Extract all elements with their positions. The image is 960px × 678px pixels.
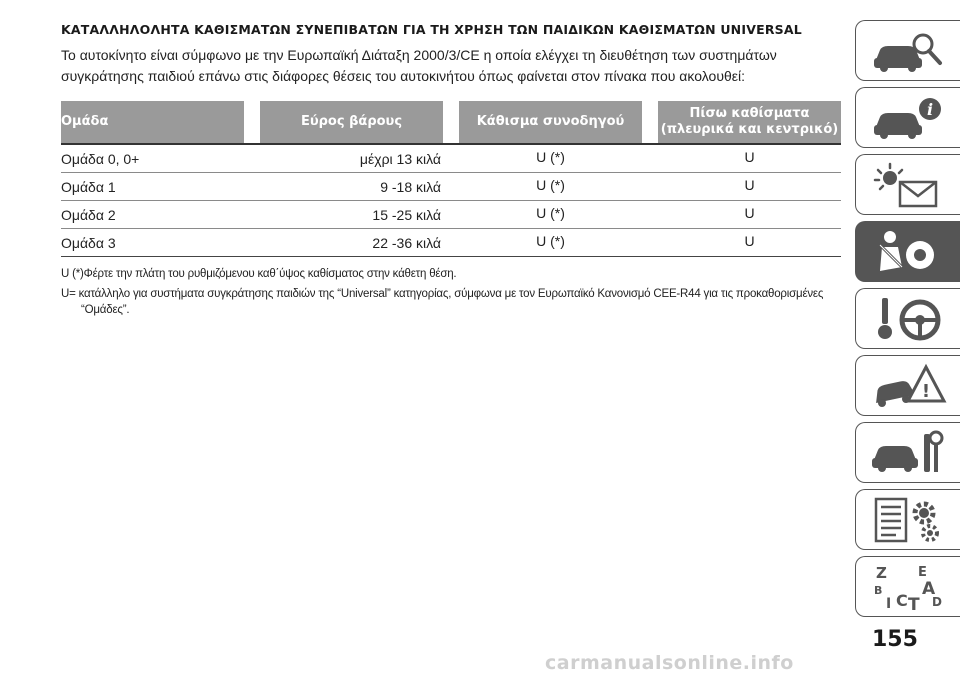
tab-car-info[interactable] <box>855 87 960 148</box>
table-row <box>61 173 841 201</box>
car-tools-icon <box>868 428 948 478</box>
seatbelt-airbag-icon <box>868 227 948 277</box>
cell-rear: U <box>744 233 755 249</box>
table-row <box>61 201 841 229</box>
cell-weight: μέχρι 13 κιλά <box>359 151 441 167</box>
cell-weight: 22 -36 κιλά <box>372 235 441 251</box>
tab-safety[interactable] <box>855 221 960 282</box>
index-letter-c: C <box>896 590 908 610</box>
tab-index[interactable] <box>855 556 960 617</box>
cell-group: Ομάδα 2 <box>61 207 116 223</box>
note-universal-definition: U= κατάλληλο για συστήματα συγκράτησης παιδιών της “Universal” κατηγορίας, σύμφωνα με τον Ευρωπαϊκό Κανονισμό CEE-R44 για τις προκαθορισμένες <box>61 288 824 300</box>
tab-emergency[interactable] <box>855 355 960 416</box>
car-search-icon <box>868 26 948 76</box>
header-weight-range: Εύρος βάρους <box>260 101 443 143</box>
index-letter-a: A <box>922 578 936 599</box>
tab-car-search[interactable] <box>855 20 960 81</box>
note-universal-definition-cont: “Ομάδες”. <box>81 304 130 316</box>
car-accident-warning-icon <box>868 361 948 411</box>
svg-text:i: i <box>926 99 934 119</box>
tab-starting-driving[interactable] <box>855 288 960 349</box>
index-letter-b: B <box>874 583 883 597</box>
index-letter-d: D <box>932 594 942 609</box>
cell-weight: 15 -25 κιλά <box>372 207 441 223</box>
cell-rear: U <box>744 149 755 165</box>
table-row <box>61 145 841 173</box>
cell-group: Ομάδα 0, 0+ <box>61 151 140 167</box>
cell-passenger: U (*) <box>536 205 565 221</box>
cell-rear: U <box>744 177 755 193</box>
warning-light-envelope-icon <box>868 160 948 210</box>
tab-warning-lights[interactable] <box>855 154 960 215</box>
cell-group: Ομάδα 3 <box>61 235 116 251</box>
note-adjust-seat: U (*)Φέρτε την πλάτη του ρυθμιζόμενου καθ΄ύψος καθίσματος στην κάθετη θέση. <box>61 268 457 280</box>
cell-group: Ομάδα 1 <box>61 179 116 195</box>
header-group: Ομάδα <box>61 101 244 143</box>
cell-weight: 9 -18 κιλά <box>380 179 441 195</box>
cell-rear: U <box>744 205 755 221</box>
cell-passenger: U (*) <box>536 233 565 249</box>
key-steering-wheel-icon <box>868 294 948 344</box>
specs-list-gear-icon <box>868 495 948 545</box>
car-info-icon <box>868 93 948 143</box>
index-letter-z: Z <box>876 563 887 582</box>
suitability-table <box>61 101 841 257</box>
page-title: ΚΑΤΑΛΛΗΛΟΛΗΤΑ ΚΑΘΙΣΜΑΤΩΝ ΣΥΝΕΠΙΒΑΤΩΝ ΓΙΑ ΤΗ ΧΡΗΣΗ ΤΩΝ ΠΑΙΔΙΚΩΝ ΚΑΘΙΣΜΑΤΩΝ UNIVERSAL <box>61 22 802 37</box>
svg-text:!: ! <box>921 380 931 402</box>
tab-maintenance[interactable] <box>855 422 960 483</box>
header-rear-seats: Πίσω καθίσματα (πλευρικά και κεντρικό) <box>658 101 841 143</box>
table-header <box>61 101 841 143</box>
page-number: 155 <box>872 627 918 652</box>
table-row <box>61 229 841 257</box>
alphabetical-index-icon <box>868 562 948 612</box>
index-letter-i: I <box>886 595 892 612</box>
index-letter-e: E <box>918 564 927 580</box>
cell-passenger: U (*) <box>536 149 565 165</box>
cell-passenger: U (*) <box>536 177 565 193</box>
header-passenger-seat: Κάθισμα συνοδηγού <box>459 101 642 143</box>
intro-paragraph: Το αυτοκίνητο είναι σύμφωνο με την Ευρωπαϊκή Διάταξη 2000/3/CE η οποία ελέγχει τη διευθέτηση των συστημάτων συγκράτησης παιδιού επάνω στις διάφορες θέσεις του αυτοκινήτου όπως φαίνεται στον πίνακα που ακολουθεί: <box>61 47 777 84</box>
watermark: carmanualsonline.info <box>545 652 794 674</box>
index-letter-t: T <box>908 594 920 612</box>
tab-technical-specs[interactable] <box>855 489 960 550</box>
table-notes <box>61 266 851 322</box>
